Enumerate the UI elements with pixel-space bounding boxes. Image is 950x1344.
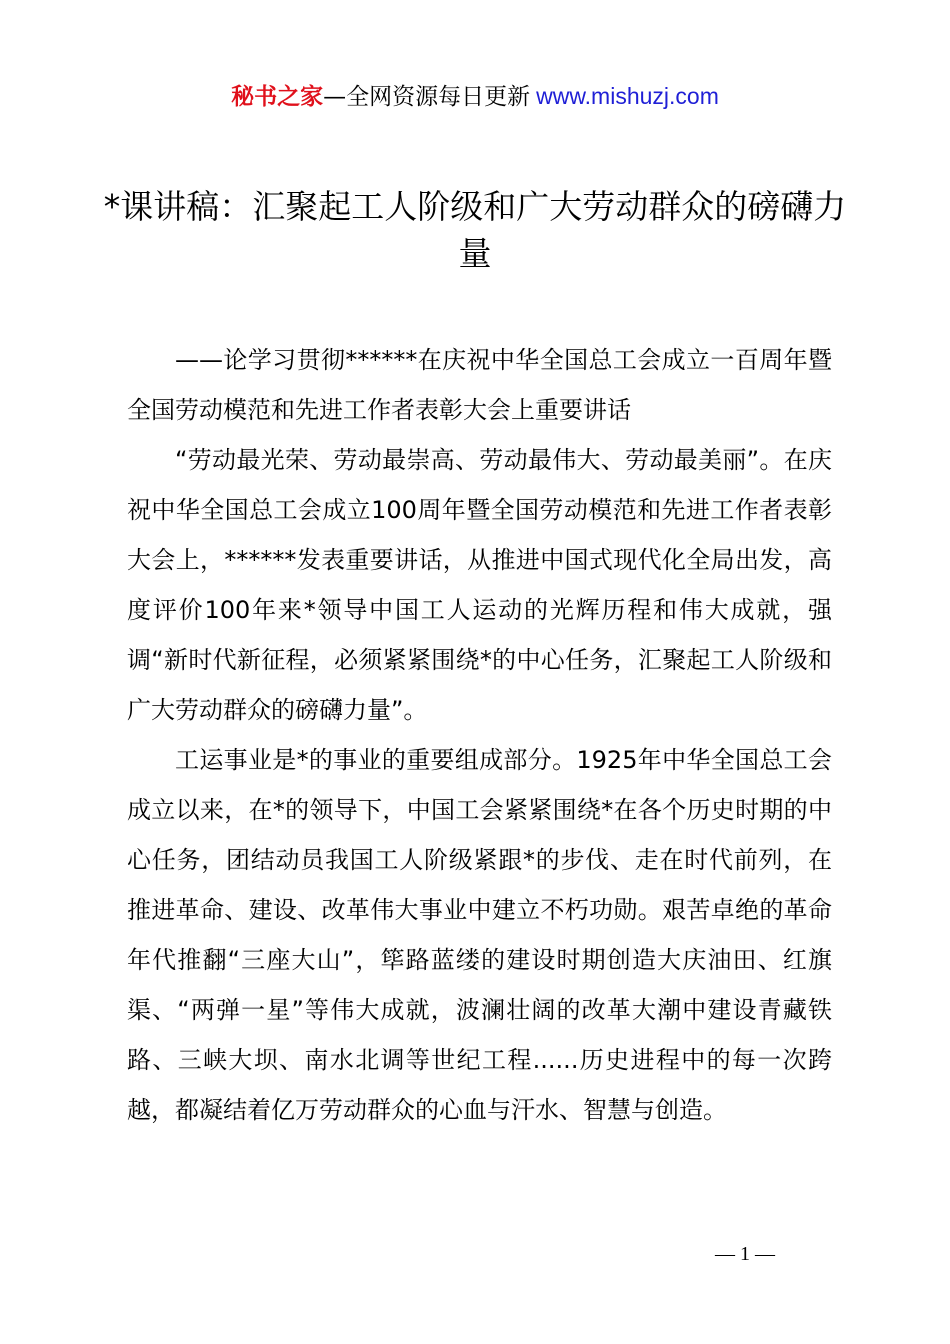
document-body — [127, 335, 832, 1135]
paragraph-2: 工运事业是*的事业的重要组成部分。1925年中华全国总工会成立以来，在*的领导下，中国工会紧紧围绕*在各个历史时期的中心任务，团结动员我国工人阶级紧跟*的步伐、走在时代前列，在推进革命、建设、改革伟大事业中建立不朽功勋。艰苦卓绝的革命年代推翻“三座大山”，筚路蓝缕的建设时期创造大庆油田、红旗渠、“两弹一星”等伟大成就，波澜壮阔的改革大潮中建设青藏铁路、三峡大坝、南水北调等世纪工程......历史进程中的每一次跨越，都凝结着亿万劳动群众的心血与汗水、智慧与创造。 — [127, 746, 832, 1124]
page-number: — 1 — — [715, 1243, 775, 1265]
document-subtitle: ——论学习贯彻******在庆祝中华全国总工会成立一百周年暨全国劳动模范和先进工作者表彰大会上重要讲话 — [127, 346, 832, 424]
site-header — [0, 80, 950, 113]
website-link[interactable]: www.mishuzj.com — [536, 83, 719, 109]
brand-name: 秘书之家 — [231, 84, 324, 110]
paragraph-1: “劳动最光荣、劳动最崇高、劳动最伟大、劳动最美丽”。在庆祝中华全国总工会成立100周年暨全国劳动模范和先进工作者表彰大会上，******发表重要讲话，从推进中国式现代化全局出发，高度评价100年来*领导中国工人运动的光辉历程和伟大成就，强调“新时代新征程，必须紧紧围绕*的中心任务，汇聚起工人阶级和广大劳动群众的磅礴力量”。 — [127, 446, 832, 724]
document-title: *课讲稿：汇聚起工人阶级和广大劳动群众的磅礴力量 — [103, 187, 847, 273]
header-slogan: —全网资源每日更新 — [323, 84, 531, 110]
